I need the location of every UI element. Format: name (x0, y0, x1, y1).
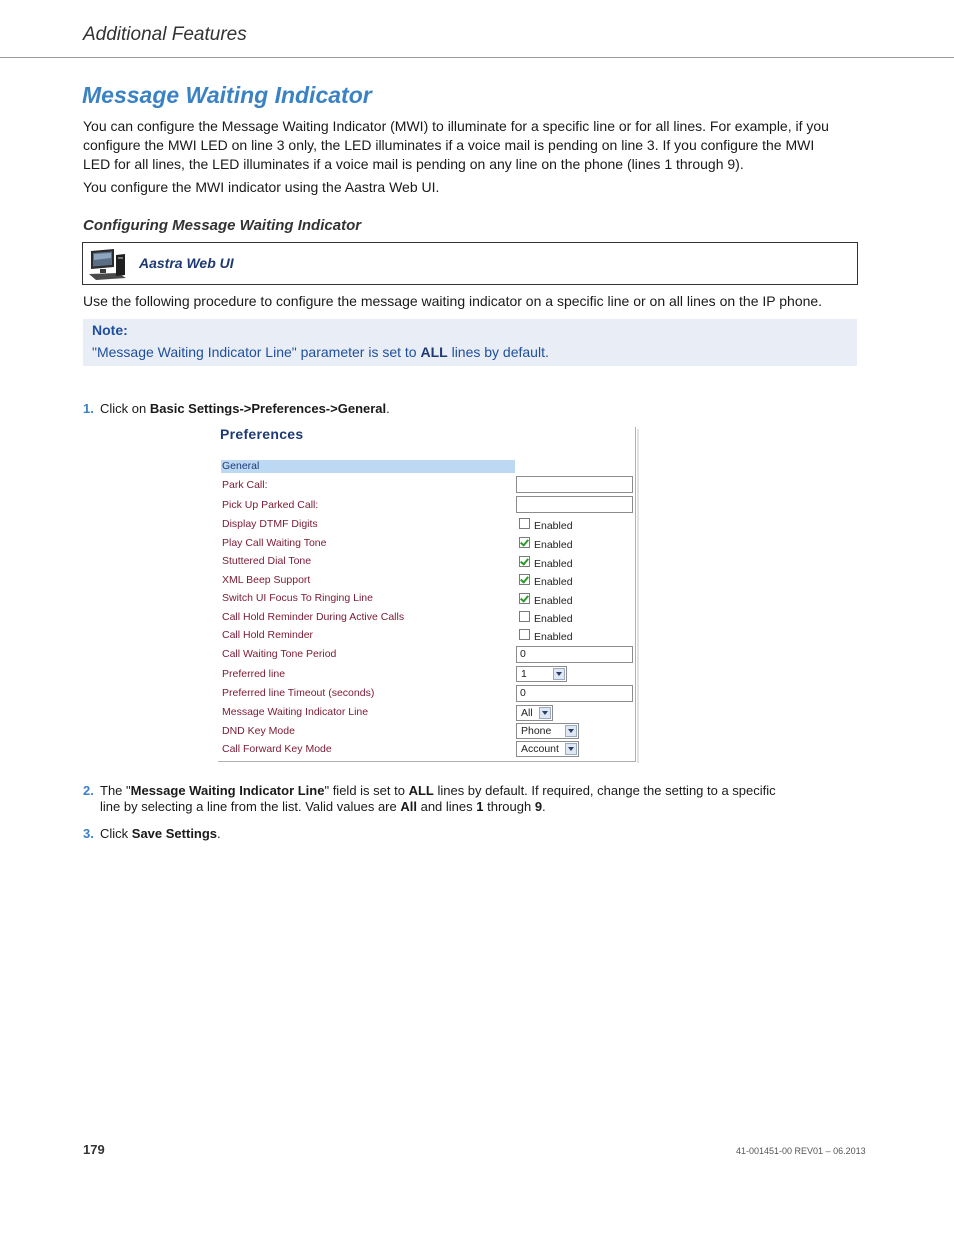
screenshot-shadow (637, 429, 639, 763)
note-title: Note: (92, 322, 128, 338)
call-hold-reminder-checkbox[interactable] (519, 629, 530, 640)
pick-up-parked-call-label: Pick Up Parked Call: (222, 499, 319, 511)
display-dtmf-digits-label: Display DTMF Digits (222, 518, 318, 530)
chevron-down-icon[interactable] (565, 725, 577, 737)
xml-beep-support-label: XML Beep Support (222, 574, 311, 586)
computer-monitor-icon (88, 247, 128, 281)
play-call-waiting-tone-label: Play Call Waiting Tone (222, 537, 327, 549)
call-hold-reminder-active-checkbox[interactable] (519, 611, 530, 622)
intro-paragraph-line-2: configure the MWI LED on line 3 only, the LED illuminates if a voice mail is pending on line 3. If you configure the MWI (83, 137, 815, 153)
general-section-label: General (222, 460, 260, 472)
step-2-line-2: line by selecting a line from the list. Valid values are All and lines 1 through 9. (100, 799, 546, 814)
enabled-label: Enabled (534, 558, 573, 570)
document-id: 41-001451-00 REV01 – 06.2013 (736, 1146, 866, 1156)
preferred-line-timeout-input[interactable]: 0 (516, 685, 633, 702)
page-title: Message Waiting Indicator (82, 82, 372, 108)
header-divider (0, 57, 954, 58)
enabled-label: Enabled (534, 539, 573, 551)
intro-paragraph-line-1: You can configure the Message Waiting Indicator (MWI) to illuminate for a specific line or for all lines. For example, if you (83, 118, 829, 134)
call-hold-reminder-active-label: Call Hold Reminder During Active Calls (222, 611, 405, 623)
enabled-label: Enabled (534, 613, 573, 625)
chevron-down-icon[interactable] (565, 743, 577, 755)
call-forward-key-mode-label: Call Forward Key Mode (222, 743, 332, 755)
play-call-waiting-tone-checkbox[interactable] (519, 537, 530, 548)
step-number: 1. (83, 401, 94, 416)
call-waiting-tone-period-label: Call Waiting Tone Period (222, 648, 337, 660)
step-number: 2. (83, 783, 94, 798)
page-number: 179 (83, 1142, 105, 1157)
xml-beep-support-checkbox[interactable] (519, 574, 530, 585)
step-3: 3. Click Save Settings. (83, 826, 221, 841)
procedure-intro: Use the following procedure to configure the message waiting indicator on a specific line or on all lines on the IP phone. (83, 293, 823, 309)
preferred-line-label: Preferred line (222, 668, 286, 680)
preferences-title: Preferences (220, 426, 304, 442)
call-waiting-tone-period-input[interactable]: 0 (516, 646, 633, 663)
enabled-label: Enabled (534, 576, 573, 588)
general-section-bar (221, 460, 515, 473)
chevron-down-icon[interactable] (553, 668, 565, 680)
enabled-label: Enabled (534, 595, 573, 607)
chevron-down-icon[interactable] (539, 707, 551, 719)
enabled-label: Enabled (534, 631, 573, 643)
mwi-line-select[interactable]: All (516, 705, 553, 721)
running-header: Additional Features (83, 24, 247, 45)
park-call-input[interactable] (516, 476, 633, 493)
stuttered-dial-tone-checkbox[interactable] (519, 556, 530, 567)
switch-ui-focus-checkbox[interactable] (519, 593, 530, 604)
screenshot-border-right (635, 427, 636, 761)
stuttered-dial-tone-label: Stuttered Dial Tone (222, 555, 312, 567)
step-2: 2. The "Message Waiting Indicator Line" field is set to ALL lines by default. If required, change the setting to a specific (83, 783, 776, 798)
mwi-line-label: Message Waiting Indicator Line (222, 706, 369, 718)
pick-up-parked-call-input[interactable] (516, 496, 633, 513)
park-call-label: Park Call: (222, 479, 268, 491)
call-forward-key-mode-select[interactable]: Account (516, 741, 579, 757)
note-text: "Message Waiting Indicator Line" parameter is set to ALL lines by default. (92, 344, 549, 360)
intro-paragraph-2: You configure the MWI indicator using the Aastra Web UI. (83, 179, 440, 195)
display-dtmf-digits-checkbox[interactable] (519, 518, 530, 529)
section-subheading: Configuring Message Waiting Indicator (83, 217, 362, 234)
preferred-line-select[interactable]: 1 (516, 666, 567, 682)
call-hold-reminder-label: Call Hold Reminder (222, 629, 314, 641)
web-ui-label: Aastra Web UI (139, 255, 234, 271)
screenshot-border-bottom (218, 761, 636, 762)
dnd-key-mode-select[interactable]: Phone (516, 723, 579, 739)
switch-ui-focus-label: Switch UI Focus To Ringing Line (222, 592, 373, 604)
step-1: 1. Click on Basic Settings->Preferences->General. (83, 401, 390, 416)
preferred-line-timeout-label: Preferred line Timeout (seconds) (222, 687, 375, 699)
intro-paragraph-line-3: LED for all lines, the LED illuminates if a voice mail is pending on any line on the phone (lines 1 through 9). (83, 156, 744, 172)
enabled-label: Enabled (534, 520, 573, 532)
step-number: 3. (83, 826, 94, 841)
dnd-key-mode-label: DND Key Mode (222, 725, 295, 737)
